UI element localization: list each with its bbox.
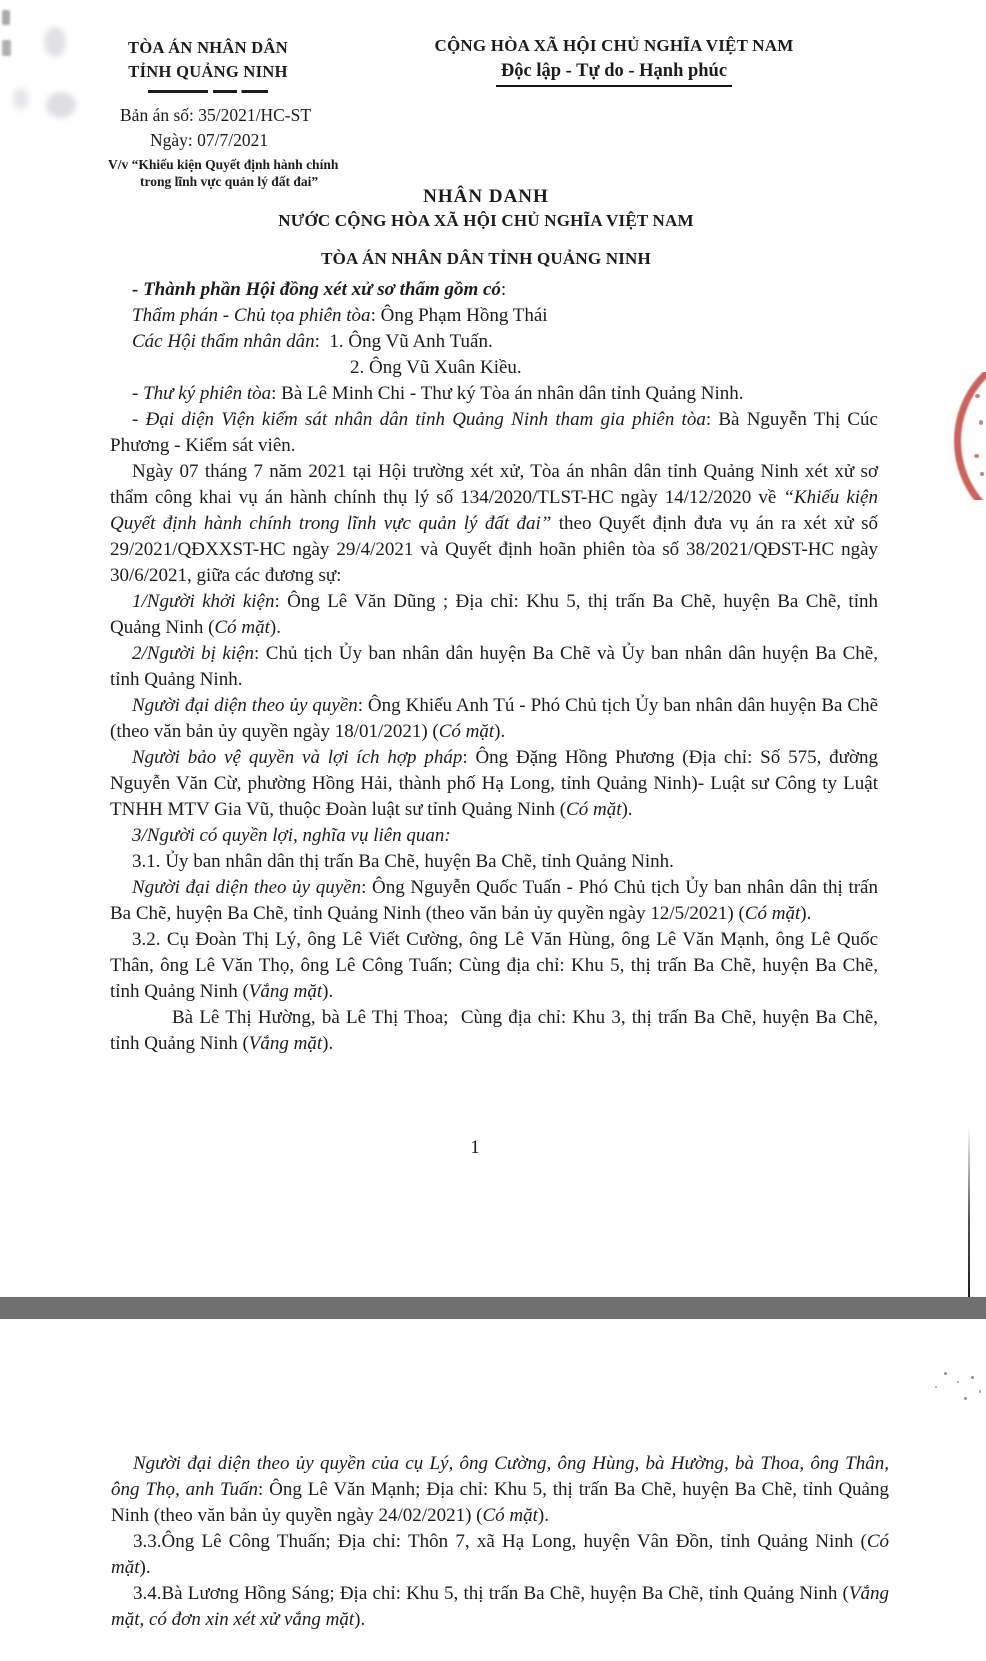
page2-body	[111, 1451, 889, 1633]
p-dai-dien-manh: Người đại diện theo ủy quyền của cụ Lý, ông Cường, ông Hùng, bà Hường, bà Thoa, ông Thân, ông Thọ, anh Tuấn: Ông Lê Văn Mạnh; Địa chỉ: Khu 5, thị trấn Ba Chẽ, huyện Ba Chẽ, tỉnh Quảng Ninh (theo văn bản ủy quyền ngày 24/02/2021) (Có mặt).	[111, 1453, 889, 1526]
case-subject-line2: trong lĩnh vực quản lý đất đai”	[140, 173, 319, 189]
seal-speckle	[975, 394, 980, 398]
red-seal-stamp-edge	[948, 372, 986, 500]
title-nuoc-chxhcnvn: NƯỚC CỘNG HÒA XÃ HỘI CHỦ NGHĨA VIỆT NAM	[278, 211, 694, 230]
p-huong-thoa: Bà Lê Thị Hường, bà Lê Thị Thoa; Cùng địa chỉ: Khu 3, thị trấn Ba Chẽ, huyện Ba Chẽ, tỉnh Quảng Ninh (Vắng mặt).	[110, 1007, 878, 1054]
page-number: 1	[470, 1137, 480, 1158]
scan-speck	[957, 1381, 959, 1383]
national-motto	[404, 59, 824, 87]
p-nguoi-bao-ve: Người bảo vệ quyền và lợi ích hợp pháp: Ông Đặng Hồng Phương (Địa chỉ: Số 575, đường Nguyễn Văn Cừ, phường Hồng Hải, thành phố Hạ Long, tỉnh Quảng Ninh)- Luật sư Công ty Luật TNHH MTV Gia Vũ, thuộc Đoàn luật sư tỉnh Quảng Ninh (Có mặt).	[110, 747, 879, 820]
seal-arc	[954, 372, 986, 500]
p-muc-3-4: 3.4.Bà Lương Hồng Sáng; Địa chỉ: Khu 5, thị trấn Ba Chẽ, huyện Ba Chẽ, tỉnh Quảng Ninh (Vắng mặt, có đơn xin xét xử vắng mặt).	[111, 1583, 889, 1630]
court-header-underline	[148, 90, 268, 93]
judgment-number: Bản án số: 35/2021/HC-ST	[120, 105, 312, 125]
scan-smudge	[13, 88, 29, 110]
p-opening: Ngày 07 tháng 7 năm 2021 tại Hội trường xét xử, Tòa án nhân dân tỉnh Quảng Ninh xét xử sơ thẩm công khai vụ án hành chính thụ lý số 134/2020/TLST-HC ngày 14/12/2020 về “Khiếu kiện Quyết định hành chính trong lĩnh vực quản lý đất đai” theo Quyết định đưa vụ án ra xét xử số 29/2021/QĐXXST-HC ngày 29/4/2021 và Quyết định hoãn phiên tòa số 38/2021/QĐST-HC ngày 30/6/2021, giữa các đương sự:	[110, 461, 878, 586]
case-subject-line1: V/v “Khiếu kiện Quyết định hành chính	[108, 157, 339, 172]
p-hoi-tham-1: Các Hội thẩm nhân dân: 1. Ông Vũ Anh Tuấn.	[132, 331, 493, 352]
p-nguoi-bi-kien: 2/Người bị kiện: Chủ tịch Ủy ban nhân dân huyện Ba Chẽ và Ủy ban nhân dân huyện Ba Chẽ, tỉnh Quảng Ninh.	[110, 643, 878, 690]
document-title	[0, 186, 972, 269]
title-nhan-danh: NHÂN DANH	[423, 186, 549, 207]
scan-fold-line	[968, 1126, 970, 1297]
seal-speckle	[974, 454, 979, 458]
p-dai-dien-thi-tran: Người đại diện theo ủy quyền: Ông Nguyễn Quốc Tuấn - Phó Chủ tịch Ủy ban nhân dân thị trấn Ba Chẽ, huyện Ba Chẽ, tỉnh Quảng Ninh (theo văn bản ủy quyền ngày 12/5/2021) (Có mặt).	[110, 877, 878, 924]
court-province: TỈNH QUẢNG NINH	[128, 62, 288, 81]
p-tham-phan: Thẩm phán - Chủ tọa phiên tòa: Ông Phạm Hồng Thái	[132, 305, 548, 326]
title-toa-an: TÒA ÁN NHÂN DÂN TỈNH QUẢNG NINH	[321, 249, 651, 268]
scan-speck	[935, 1386, 937, 1388]
p-vien-kiem-sat: - Đại diện Viện kiểm sát nhân dân tỉnh Quảng Ninh tham gia phiên tòa: Bà Nguyễn Thị Cúc Phương - Kiểm sát viên.	[110, 409, 878, 456]
scan-edge-mark	[2, 40, 11, 56]
scan-smudge	[46, 92, 76, 118]
national-title: CỘNG HÒA XÃ HỘI CHỦ NGHĨA VIỆT NAM	[434, 36, 794, 55]
p-hoi-tham-2: 2. Ông Vũ Xuân Kiều.	[350, 357, 522, 378]
scan-speck	[944, 1372, 947, 1375]
page-separator-band	[0, 1297, 986, 1319]
seal-speckle	[979, 420, 983, 425]
p-thu-ky: - Thư ký phiên tòa: Bà Lê Minh Chi - Thư ký Tòa án nhân dân tỉnh Quảng Ninh.	[132, 383, 744, 404]
scan-speck	[964, 1397, 967, 1400]
scan-edge-mark	[2, 10, 10, 25]
page1-body	[110, 277, 878, 1057]
national-motto-text: Độc lập - Tự do - Hạnh phúc	[496, 59, 732, 87]
court-name: TÒA ÁN NHÂN DÂN	[128, 38, 288, 57]
court-header	[112, 36, 304, 93]
judgment-date: Ngày: 07/7/2021	[150, 130, 269, 150]
scan-smudge	[44, 27, 66, 57]
p-dai-dien-bi-kien: Người đại diện theo ủy quyền: Ông Khiếu Anh Tú - Phó Chủ tịch Ủy ban nhân dân huyện Ba Chẽ (theo văn bản ủy quyền ngày 18/01/2021) (Có mặt).	[110, 695, 878, 742]
scan-speck	[979, 1390, 981, 1393]
p-thanh-phan: - Thành phần Hội đồng xét xử sơ thẩm gồm có:	[132, 279, 507, 300]
p-lien-quan: 3/Người có quyền lợi, nghĩa vụ liên quan:	[132, 825, 451, 846]
p-muc-3-2: 3.2. Cụ Đoàn Thị Lý, ông Lê Viết Cường, ông Lê Văn Hùng, ông Lê Văn Mạnh, ông Lê Quốc Thân, ông Lê Văn Thọ, ông Lê Công Tuấn; Cùng địa chỉ: Khu 5, thị trấn Ba Chẽ, huyện Ba Chẽ, tỉnh Quảng Ninh (Vắng mặt).	[110, 929, 878, 1002]
p-muc-3-1: 3.1. Ủy ban nhân dân thị trấn Ba Chẽ, huyện Ba Chẽ, tỉnh Quảng Ninh.	[132, 851, 674, 872]
p-muc-3-3: 3.3.Ông Lê Công Thuấn; Địa chỉ: Thôn 7, xã Hạ Long, huyện Vân Đồn, tỉnh Quảng Ninh (Có mặt).	[111, 1531, 889, 1578]
seal-speckle	[980, 472, 984, 476]
scan-speck	[971, 1376, 974, 1379]
p-nguoi-khoi-kien: 1/Người khởi kiện: Ông Lê Văn Dũng ; Địa chỉ: Khu 5, thị trấn Ba Chẽ, huyện Ba Chẽ, tỉnh Quảng Ninh (Có mặt).	[110, 591, 878, 638]
national-header	[404, 33, 824, 87]
case-info-block	[108, 103, 338, 190]
